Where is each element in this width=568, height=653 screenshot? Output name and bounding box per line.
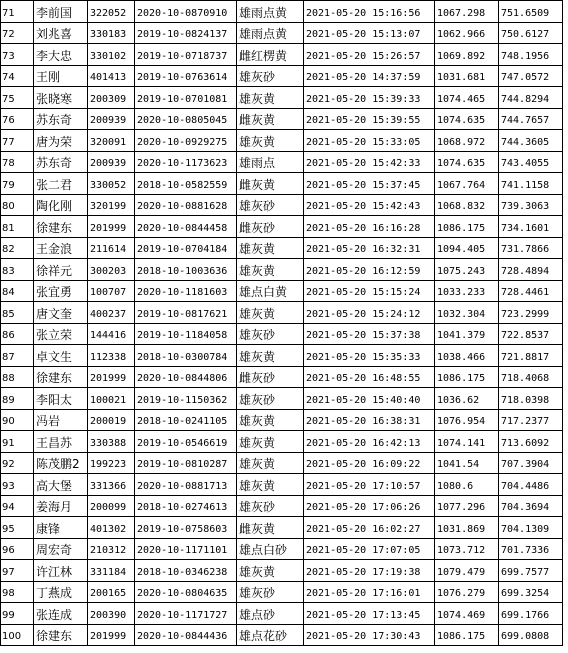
- rank-cell: 95: [1, 517, 34, 539]
- arrival-time-cell: 2021-05-20 17:10:57: [304, 474, 435, 496]
- ring-number-cell: 2020-10-0844806: [135, 366, 237, 388]
- table-row: [1, 452, 563, 474]
- speed-cell: 721.8817: [499, 345, 563, 367]
- distance-cell: 1074.635: [435, 108, 499, 130]
- distance-cell: 1077.296: [435, 495, 499, 517]
- ring-id-cell: 199223: [88, 452, 135, 474]
- speed-cell: 704.1309: [499, 517, 563, 539]
- ring-number-cell: 2018-10-1003636: [135, 259, 237, 281]
- ring-id-cell: 200939: [88, 108, 135, 130]
- color-cell: 雄灰黄: [237, 345, 304, 367]
- table-row: [1, 581, 563, 603]
- distance-cell: 1074.141: [435, 431, 499, 453]
- color-cell: 雄灰黄: [237, 87, 304, 109]
- ring-number-cell: 2019-10-0546619: [135, 431, 237, 453]
- rank-cell: 88: [1, 366, 34, 388]
- table-row: [1, 603, 563, 625]
- rank-cell: 79: [1, 173, 34, 195]
- color-cell: 雄灰黄: [237, 237, 304, 259]
- color-cell: 雄灰砂: [237, 581, 304, 603]
- arrival-time-cell: 2021-05-20 15:26:57: [304, 44, 435, 66]
- color-cell: 雌灰黄: [237, 517, 304, 539]
- distance-cell: 1075.243: [435, 259, 499, 281]
- table-row: [1, 560, 563, 582]
- table-row: [1, 259, 563, 281]
- table-row: [1, 624, 563, 646]
- ring-id-cell: 322052: [88, 1, 135, 23]
- speed-cell: 739.3063: [499, 194, 563, 216]
- ring-id-cell: 331184: [88, 560, 135, 582]
- arrival-time-cell: 2021-05-20 15:40:40: [304, 388, 435, 410]
- table-body: [1, 1, 563, 646]
- speed-cell: 744.7657: [499, 108, 563, 130]
- color-cell: 雄灰砂: [237, 388, 304, 410]
- rank-cell: 85: [1, 302, 34, 324]
- speed-cell: 718.4068: [499, 366, 563, 388]
- ring-number-cell: 2020-10-1171101: [135, 538, 237, 560]
- ring-number-cell: 2020-10-0804635: [135, 581, 237, 603]
- speed-cell: 701.7336: [499, 538, 563, 560]
- speed-cell: 704.4486: [499, 474, 563, 496]
- table-row: [1, 194, 563, 216]
- arrival-time-cell: 2021-05-20 16:02:27: [304, 517, 435, 539]
- name-cell: 徐祥元: [34, 259, 88, 281]
- arrival-time-cell: 2021-05-20 15:39:33: [304, 87, 435, 109]
- ring-number-cell: 2020-10-0929275: [135, 130, 237, 152]
- ring-id-cell: 112338: [88, 345, 135, 367]
- name-cell: 王刚: [34, 65, 88, 87]
- distance-cell: 1073.712: [435, 538, 499, 560]
- table-row: [1, 216, 563, 238]
- distance-cell: 1086.175: [435, 216, 499, 238]
- distance-cell: 1076.279: [435, 581, 499, 603]
- distance-cell: 1079.479: [435, 560, 499, 582]
- ring-number-cell: 2019-10-0758603: [135, 517, 237, 539]
- ring-id-cell: 320091: [88, 130, 135, 152]
- table-row: [1, 409, 563, 431]
- table-row: [1, 388, 563, 410]
- name-cell: 张连成: [34, 603, 88, 625]
- ring-id-cell: 401302: [88, 517, 135, 539]
- arrival-time-cell: 2021-05-20 15:13:07: [304, 22, 435, 44]
- table-row: [1, 474, 563, 496]
- rank-cell: 82: [1, 237, 34, 259]
- color-cell: 雌灰黄: [237, 173, 304, 195]
- arrival-time-cell: 2021-05-20 17:19:38: [304, 560, 435, 582]
- table-row: [1, 173, 563, 195]
- table-row: [1, 151, 563, 173]
- color-cell: 雄灰黄: [237, 474, 304, 496]
- ring-id-cell: 330388: [88, 431, 135, 453]
- ring-id-cell: 100021: [88, 388, 135, 410]
- ring-number-cell: 2018-10-0241105: [135, 409, 237, 431]
- speed-cell: 747.0572: [499, 65, 563, 87]
- color-cell: 雄灰黄: [237, 560, 304, 582]
- color-cell: 雄灰砂: [237, 495, 304, 517]
- speed-cell: 750.6127: [499, 22, 563, 44]
- rank-cell: 84: [1, 280, 34, 302]
- ring-id-cell: 200390: [88, 603, 135, 625]
- arrival-time-cell: 2021-05-20 17:16:01: [304, 581, 435, 603]
- distance-cell: 1080.6: [435, 474, 499, 496]
- speed-cell: 743.4055: [499, 151, 563, 173]
- arrival-time-cell: 2021-05-20 15:35:33: [304, 345, 435, 367]
- ring-number-cell: 2020-10-0844436: [135, 624, 237, 646]
- rank-cell: 90: [1, 409, 34, 431]
- rank-cell: 87: [1, 345, 34, 367]
- rank-cell: 99: [1, 603, 34, 625]
- arrival-time-cell: 2021-05-20 16:16:28: [304, 216, 435, 238]
- arrival-time-cell: 2021-05-20 14:37:59: [304, 65, 435, 87]
- color-cell: 雌红楞黄: [237, 44, 304, 66]
- rank-cell: 77: [1, 130, 34, 152]
- arrival-time-cell: 2021-05-20 15:37:38: [304, 323, 435, 345]
- name-cell: 陈茂鹏2: [34, 452, 88, 474]
- color-cell: 雄点花砂: [237, 624, 304, 646]
- ring-id-cell: 200019: [88, 409, 135, 431]
- rank-cell: 96: [1, 538, 34, 560]
- speed-cell: 734.1601: [499, 216, 563, 238]
- rank-cell: 81: [1, 216, 34, 238]
- distance-cell: 1033.233: [435, 280, 499, 302]
- color-cell: 雌灰砂: [237, 366, 304, 388]
- distance-cell: 1031.681: [435, 65, 499, 87]
- arrival-time-cell: 2021-05-20 16:42:13: [304, 431, 435, 453]
- color-cell: 雄点砂: [237, 603, 304, 625]
- rank-cell: 93: [1, 474, 34, 496]
- arrival-time-cell: 2021-05-20 15:24:12: [304, 302, 435, 324]
- speed-cell: 713.6092: [499, 431, 563, 453]
- distance-cell: 1038.466: [435, 345, 499, 367]
- table-row: [1, 302, 563, 324]
- rank-cell: 91: [1, 431, 34, 453]
- arrival-time-cell: 2021-05-20 16:48:55: [304, 366, 435, 388]
- ring-number-cell: 2020-10-1181603: [135, 280, 237, 302]
- ring-number-cell: 2020-10-1173623: [135, 151, 237, 173]
- name-cell: 王昌苏: [34, 431, 88, 453]
- name-cell: 冯岩: [34, 409, 88, 431]
- ring-id-cell: 320199: [88, 194, 135, 216]
- ring-number-cell: 2019-10-0704184: [135, 237, 237, 259]
- color-cell: 雄雨点黄: [237, 22, 304, 44]
- ring-id-cell: 201999: [88, 624, 135, 646]
- name-cell: 徐建东: [34, 216, 88, 238]
- arrival-time-cell: 2021-05-20 15:16:56: [304, 1, 435, 23]
- color-cell: 雄灰砂: [237, 323, 304, 345]
- name-cell: 卓文生: [34, 345, 88, 367]
- ring-id-cell: 330183: [88, 22, 135, 44]
- color-cell: 雄灰黄: [237, 259, 304, 281]
- speed-cell: 741.1158: [499, 173, 563, 195]
- arrival-time-cell: 2021-05-20 16:09:22: [304, 452, 435, 474]
- rank-cell: 92: [1, 452, 34, 474]
- rank-cell: 74: [1, 65, 34, 87]
- ring-id-cell: 330102: [88, 44, 135, 66]
- name-cell: 刘兆喜: [34, 22, 88, 44]
- ring-number-cell: 2019-10-0810287: [135, 452, 237, 474]
- name-cell: 张宜勇: [34, 280, 88, 302]
- ring-id-cell: 331366: [88, 474, 135, 496]
- rank-cell: 75: [1, 87, 34, 109]
- rank-cell: 100: [1, 624, 34, 646]
- table-row: [1, 108, 563, 130]
- speed-cell: 699.0808: [499, 624, 563, 646]
- arrival-time-cell: 2021-05-20 17:30:43: [304, 624, 435, 646]
- rank-cell: 76: [1, 108, 34, 130]
- ring-id-cell: 144416: [88, 323, 135, 345]
- name-cell: 张二君: [34, 173, 88, 195]
- ring-number-cell: 2020-10-0881713: [135, 474, 237, 496]
- ring-number-cell: 2019-10-1184058: [135, 323, 237, 345]
- color-cell: 雄灰黄: [237, 409, 304, 431]
- distance-cell: 1062.966: [435, 22, 499, 44]
- rank-cell: 89: [1, 388, 34, 410]
- table-row: [1, 44, 563, 66]
- color-cell: 雄灰黄: [237, 431, 304, 453]
- name-cell: 李前国: [34, 1, 88, 23]
- rank-cell: 80: [1, 194, 34, 216]
- distance-cell: 1032.304: [435, 302, 499, 324]
- distance-cell: 1041.379: [435, 323, 499, 345]
- ring-number-cell: 2020-10-0870910: [135, 1, 237, 23]
- ring-number-cell: 2018-10-0582559: [135, 173, 237, 195]
- table-row: [1, 366, 563, 388]
- ring-id-cell: 200309: [88, 87, 135, 109]
- distance-cell: 1067.298: [435, 1, 499, 23]
- arrival-time-cell: 2021-05-20 15:42:33: [304, 151, 435, 173]
- table-row: [1, 65, 563, 87]
- name-cell: 李阳太: [34, 388, 88, 410]
- speed-cell: 718.0398: [499, 388, 563, 410]
- speed-cell: 699.7577: [499, 560, 563, 582]
- table-row: [1, 431, 563, 453]
- name-cell: 高大堡: [34, 474, 88, 496]
- name-cell: 徐建东: [34, 624, 88, 646]
- speed-cell: 744.3605: [499, 130, 563, 152]
- color-cell: 雄灰砂: [237, 194, 304, 216]
- ring-number-cell: 2018-10-0274613: [135, 495, 237, 517]
- table-row: [1, 22, 563, 44]
- speed-cell: 699.3254: [499, 581, 563, 603]
- color-cell: 雄灰黄: [237, 302, 304, 324]
- speed-cell: 744.8294: [499, 87, 563, 109]
- name-cell: 丁燕成: [34, 581, 88, 603]
- ring-number-cell: 2019-10-0824137: [135, 22, 237, 44]
- rank-cell: 86: [1, 323, 34, 345]
- table-row: [1, 237, 563, 259]
- color-cell: 雄点白黄: [237, 280, 304, 302]
- name-cell: 苏东奇: [34, 108, 88, 130]
- ring-id-cell: 300203: [88, 259, 135, 281]
- rank-cell: 98: [1, 581, 34, 603]
- ring-id-cell: 210312: [88, 538, 135, 560]
- table-row: [1, 130, 563, 152]
- color-cell: 雌灰砂: [237, 216, 304, 238]
- table-row: [1, 280, 563, 302]
- ring-number-cell: 2020-10-0844458: [135, 216, 237, 238]
- ring-number-cell: 2019-10-0701081: [135, 87, 237, 109]
- distance-cell: 1074.635: [435, 151, 499, 173]
- ring-number-cell: 2018-10-0346238: [135, 560, 237, 582]
- name-cell: 王金浪: [34, 237, 88, 259]
- name-cell: 徐建东: [34, 366, 88, 388]
- table-row: [1, 517, 563, 539]
- ring-id-cell: 200165: [88, 581, 135, 603]
- ring-id-cell: 201999: [88, 216, 135, 238]
- rank-cell: 97: [1, 560, 34, 582]
- rank-cell: 78: [1, 151, 34, 173]
- rank-cell: 71: [1, 1, 34, 23]
- distance-cell: 1076.954: [435, 409, 499, 431]
- rank-cell: 83: [1, 259, 34, 281]
- table-row: [1, 1, 563, 23]
- speed-cell: 728.4894: [499, 259, 563, 281]
- name-cell: 陶化刚: [34, 194, 88, 216]
- color-cell: 雄灰砂: [237, 65, 304, 87]
- speed-cell: 751.6509: [499, 1, 563, 23]
- distance-cell: 1031.869: [435, 517, 499, 539]
- distance-cell: 1041.54: [435, 452, 499, 474]
- color-cell: 雄灰黄: [237, 452, 304, 474]
- speed-cell: 728.4461: [499, 280, 563, 302]
- name-cell: 张晓寒: [34, 87, 88, 109]
- table-row: [1, 495, 563, 517]
- speed-cell: 731.7866: [499, 237, 563, 259]
- color-cell: 雄点白砂: [237, 538, 304, 560]
- distance-cell: 1074.465: [435, 87, 499, 109]
- name-cell: 苏东奇: [34, 151, 88, 173]
- name-cell: 姜海月: [34, 495, 88, 517]
- distance-cell: 1086.175: [435, 366, 499, 388]
- ring-number-cell: 2019-10-0718737: [135, 44, 237, 66]
- table-row: [1, 323, 563, 345]
- name-cell: 许江林: [34, 560, 88, 582]
- distance-cell: 1068.832: [435, 194, 499, 216]
- rank-cell: 73: [1, 44, 34, 66]
- ring-number-cell: 2020-10-0805045: [135, 108, 237, 130]
- speed-cell: 748.1956: [499, 44, 563, 66]
- rank-cell: 94: [1, 495, 34, 517]
- arrival-time-cell: 2021-05-20 15:15:24: [304, 280, 435, 302]
- ring-id-cell: 400237: [88, 302, 135, 324]
- arrival-time-cell: 2021-05-20 15:42:43: [304, 194, 435, 216]
- arrival-time-cell: 2021-05-20 17:13:45: [304, 603, 435, 625]
- distance-cell: 1067.764: [435, 173, 499, 195]
- color-cell: 雄雨点: [237, 151, 304, 173]
- name-cell: 康锋: [34, 517, 88, 539]
- arrival-time-cell: 2021-05-20 16:32:31: [304, 237, 435, 259]
- ring-number-cell: 2019-10-0763614: [135, 65, 237, 87]
- distance-cell: 1094.405: [435, 237, 499, 259]
- name-cell: 李大忠: [34, 44, 88, 66]
- distance-cell: 1074.469: [435, 603, 499, 625]
- ring-id-cell: 100707: [88, 280, 135, 302]
- arrival-time-cell: 2021-05-20 15:37:45: [304, 173, 435, 195]
- color-cell: 雄雨点黄: [237, 1, 304, 23]
- ring-id-cell: 211614: [88, 237, 135, 259]
- distance-cell: 1086.175: [435, 624, 499, 646]
- speed-cell: 722.8537: [499, 323, 563, 345]
- arrival-time-cell: 2021-05-20 17:07:05: [304, 538, 435, 560]
- ring-id-cell: 200939: [88, 151, 135, 173]
- speed-cell: 707.3904: [499, 452, 563, 474]
- ring-number-cell: 2020-10-1171727: [135, 603, 237, 625]
- ring-number-cell: 2019-10-0817621: [135, 302, 237, 324]
- speed-cell: 723.2999: [499, 302, 563, 324]
- distance-cell: 1069.892: [435, 44, 499, 66]
- speed-cell: 717.2377: [499, 409, 563, 431]
- arrival-time-cell: 2021-05-20 15:39:55: [304, 108, 435, 130]
- arrival-time-cell: 2021-05-20 17:06:26: [304, 495, 435, 517]
- rank-cell: 72: [1, 22, 34, 44]
- ring-id-cell: 401413: [88, 65, 135, 87]
- speed-cell: 699.1766: [499, 603, 563, 625]
- table-row: [1, 345, 563, 367]
- table-row: [1, 538, 563, 560]
- name-cell: 唐为荣: [34, 130, 88, 152]
- table-row: [1, 87, 563, 109]
- speed-cell: 704.3694: [499, 495, 563, 517]
- name-cell: 唐文奎: [34, 302, 88, 324]
- color-cell: 雄灰黄: [237, 130, 304, 152]
- distance-cell: 1036.62: [435, 388, 499, 410]
- ring-number-cell: 2019-10-1150362: [135, 388, 237, 410]
- arrival-time-cell: 2021-05-20 15:33:05: [304, 130, 435, 152]
- arrival-time-cell: 2021-05-20 16:12:59: [304, 259, 435, 281]
- ring-id-cell: 201999: [88, 366, 135, 388]
- name-cell: 张立荣: [34, 323, 88, 345]
- color-cell: 雌灰黄: [237, 108, 304, 130]
- ring-number-cell: 2020-10-0881628: [135, 194, 237, 216]
- ring-id-cell: 200099: [88, 495, 135, 517]
- name-cell: 周宏奇: [34, 538, 88, 560]
- ring-id-cell: 330052: [88, 173, 135, 195]
- arrival-time-cell: 2021-05-20 16:38:31: [304, 409, 435, 431]
- distance-cell: 1068.972: [435, 130, 499, 152]
- ring-number-cell: 2018-10-0300784: [135, 345, 237, 367]
